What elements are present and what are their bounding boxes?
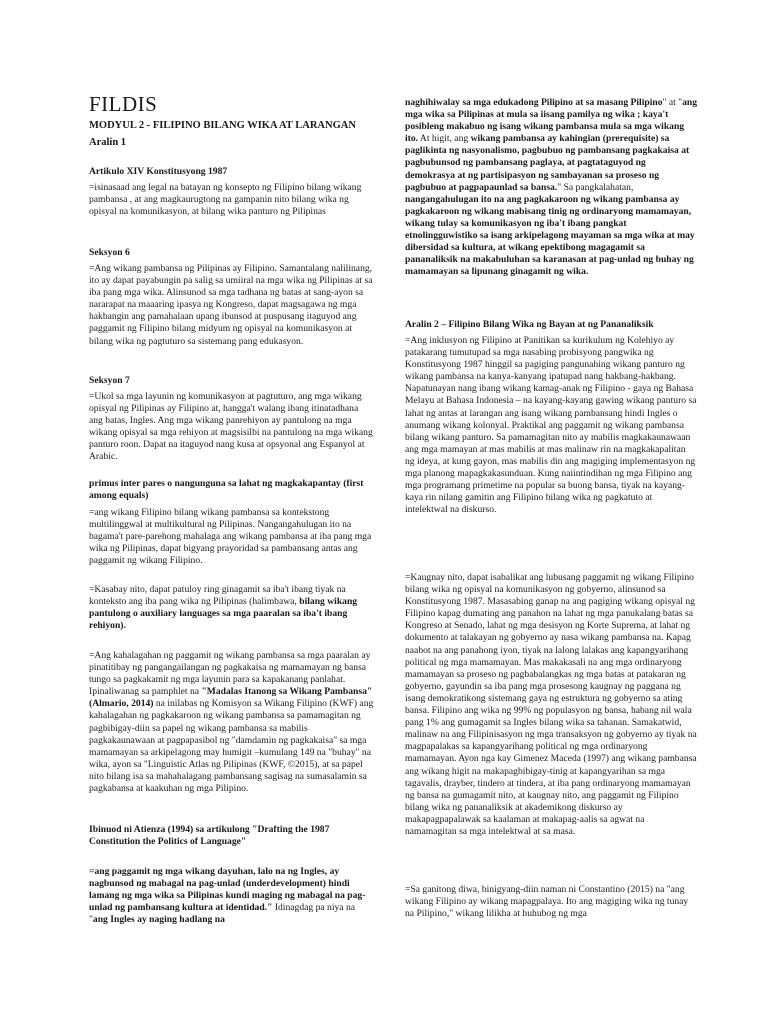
atienza-quote-tail: Idinagdag pa niya na " <box>89 902 356 926</box>
kahalagahan-paragraph <box>89 650 374 795</box>
kasabay-bold: bilang wikang pantulong o auxiliary languages sa mga paaralan sa iba't ibang rehiyon). <box>89 596 358 632</box>
kahalagahan-text-1: =Ang kahalagahan ng paggamit ng wikang pambansa sa mga paaralan ay pinatitibay ng pangangailangan ng pagkakaisa ng mamamayan ng bansa tungo sa pagkakamit ng mga layunin para sa kapakanang panlahat. Ipinaliwanag sa pamphlet na <box>89 650 371 698</box>
kasabay-paragraph <box>89 584 374 632</box>
primus-heading: primus inter pares o nangunguna sa lahat ng magkakapantay (first among equals) <box>89 478 364 502</box>
atienza-quote-bold: =ang paggamit ng mga wikang dayuhan, lalo na ng Ingles, ay nagbunsod ng mabagal na pag-unlad (underdevelopment) hindi lamang ng mga wika sa Pilipinas kundi maging ng mabagal na pag-unlad ng pambansang kultura at identidad." <box>89 866 366 914</box>
section-7-text: =Ukol sa mga layunin ng komunikasyon at pagtuturo, ang mga wikang opisyal ng Pilipinas ay Filipino at, hangga't walang ibang itinatadhana ang batas, Ingles. Ang mga wikang panrehiyon ay pantulong na mga wikang opisyal sa mga rehiyon at magsisilbi na pantulong na mga wikang panturo roon. Dapat na itaguyod nang kusa at opsyonal ang Espanyol at Arabic. <box>89 391 373 463</box>
module-subtitle: MODYUL 2 - FILIPINO BILANG WIKA AT LARANGAN <box>89 120 356 131</box>
primus-text: =ang wikang Filipino bilang wikang pambansa sa kontekstong multilinggwal at multikultural ng Pilipinas. Nangangahulugan ito na bagama't pare-parehong mahalaga ang wikang pambansa at iba pang mga wika ng Pilipinas, dapat bigyang prayoridad sa pambansang antas ang paggamit ng wikang Filipino. <box>89 507 372 567</box>
section-6-text: =Ang wikang pambansa ng Pilipinas ay Filipino. Samantalang nalilinang, ito ay dapat payabungin pa salig sa umiiral na mga wika ng Pilipinas at sa iba pang mga wika. Alinsunod sa mga tadhana ng batas at sang-ayon sa nararapat na maaaring ipasya ng Kongreso, dapat magsagawa ng mga hakbangin ang pamahalaan upang ibunsod at puspusang itaguyod ang paggamit ng Filipino bilang midyum ng opisyal na komunikasyon at bilang wika ng pagtuturo sa sistemang pang edukasyon. <box>89 263 373 347</box>
continuation-bold-2: ang mga wika sa Pilipinas at mula sa iisang pamilya ng wika ; kaya't posibleng makabuo ng isang wikang pambansa mula sa mga wikang ito. <box>405 97 697 145</box>
atienza-quote <box>89 866 371 926</box>
continuation-plain-2: At higit, ang <box>418 133 471 145</box>
document-title: FILDIS <box>89 92 158 116</box>
article-text: =isinasaad ang legal na batayan ng konsepto ng Filipino bilang wikang pambansa , at ang magkaurugtong na gampanin nito bilang wika ng opisyal na komunikasyon, at bilang wika panturo ng Pilipinas <box>89 182 362 218</box>
atienza-quote-tail-bold: ang Ingles ay naging hadlang na <box>92 914 225 926</box>
continuation-bold-4: nangangahulugan ito na ang pagkakaroon ng wikang pambansa ay pagkakaroon ng wikang mabisang tinig ng ordinaryong mamamayan, wikang tulay sa komunikasyon ng iba't ibang pangkat etnolingguwistiko sa isang arkipelagong mayaman sa mga wika at may dibersidad sa kultura, at wikang epektibong magagamit sa pananaliksik na makabuluhan sa karanasan at pag-unlad ng buhay ng mamamayan sa lipunang ginagamit ng wika. <box>405 193 695 278</box>
continuation-bold-3: wikang pambansa ay kahingian (prerequisite) sa paglikinta ng nasyonalismo, pagbubuo ng pambansang pagkakaisa at pagbubunsod ng pambansang paglaya, at pagtataguyod ng demokrasya at ng partisipasyon ng sambayanan sa proseso ng pagbubuo at pagpapaunlad sa bansa. <box>405 133 690 193</box>
continuation-plain-1: " at " <box>662 97 683 108</box>
section-6-heading: Seksyon 6 <box>89 247 130 258</box>
kasabay-text: =Kasabay nito, dapat patuloy ring ginagamit sa iba't ibang tiyak na konteksto ang iba pang wika ng Pilipinas (halimbawa, <box>89 584 346 608</box>
continuation-bold-1: naghihiwalay sa mga edukadong Pilipino at sa masang Pilipino <box>405 97 663 108</box>
atienza-heading: Ibinuod ni Atienza (1994) sa artikulong "Drafting the 1987 Constitution the Politics of Language" <box>89 824 330 848</box>
aralin-2-heading: Aralin 2 – Filipino Bilang Wika ng Bayan at ng Pananaliksik <box>405 319 654 330</box>
continuation-paragraph <box>405 97 697 278</box>
kahalagahan-text-2: na inilabas ng Komisyon sa Wikang Filipino (KWF) ang kahalagahan ng pagkakaroon ng wikang pambansa sa pamamagitan ng pagbibigay-diin sa papel ng wikang pambansa sa mabilis pagkakaunawaan at pagpapasibol ng "damdamin ng pagkakaisa" sa mga mamamayan sa arkipelagong may humigit –kumulang 149 na "buhay" na wika, ayon sa "Linguistic Atlas ng Pilipinas (KWF, ©2015), at sa papel nito bilang isa sa mahahalagang pambansang sagisag na sumasalamin sa pagkabansa at kaakuhan ng mga Pilipino. <box>89 698 374 795</box>
section-7-heading: Seksyon 7 <box>89 375 130 386</box>
continuation-plain-3: " Sa pangkalahatan, <box>557 181 634 193</box>
aralin-2-text: =Ang inklusyon ng Filipino at Panitikan sa kurikulum ng Kolehiyo ay patakarang tumutupad sa mga nasabing probisyong pangwika ng Konstitusyong 1987 hinggil sa pagiging pangunahing wikang panturo ng wikang pambansa na kanya-kanyang ipatupad nang hakbang-hakbang. Napatunayan nang ibang wikang kamag-anak ng Filipino - gaya ng Bahasa Melayu at Bahasa Indonesia – na kayang-kayang gawing wikang panturo sa lahat ng antas at larangan ang isang wikang pambansang hindi Ingles o anumang wikang kolonyal. Praktikal ang paggamit ng wikang pambansa bilang wikang panturo. Sa pamamagitan nito ay mabilis magkakaunawaan ang mga mamayan at mas mabilis at mas malinaw rin na magkakapalitan ng ideya, at kung gayon, mas mabilis din ang magiging implementasyon ng mga planong mapagkakasunduan. Kung naiintindihan ng mga Filipino ang mga programang primetime na popular sa buong bansa, tiyak na kayang-kaya rin nilang gamitin ang Filipino bilang wika ng pagkatuto at intelektwal na diskurso. <box>405 335 697 516</box>
kaugnay-paragraph: =Kaugnay nito, dapat isabalikat ang lubusang paggamit ng wikang Filipino bilang wika ng opisyal na komunikasyon ng gobyerno, alinsunod sa Konstitusyong 1987. Masasabing ganap na ang pagiging wikang opisyal ng Filipino kapag dumating ang panahon na lahat ng mga panukalang batas sa Kongreso at Senado, lahat ng mga desisyon ng Korte Suprema, at lahat ng dokumento at talakayan ng gobyerno ay nasa wikang pambansa na. Kapag naabot na ang panahong iyon, tiyak na lalong lalakas ang kapangyarihang political ng mga mamamayan. Mas makakasali na ang mga ordinaryong mamamayan sa proseso ng pagbabalangkas ng mga batas at patakaran ng gobyerno, gayundin sa iba pang mga prosesong kaugnay ng paggana ng isang demokratikong sistemang gaya ng estruktura ng gobyerno sa ating bansa. Filipino ang wika ng 99% ng populasyon ng bansa, habang nil wala pang 1% ang gumagamit sa Ingles bilang wika sa tahanan. Samakatwid, malinaw na ang Filipinisasyon ng mga transaksyon ng gobyerno ay tiyak na magpapalakas sa kapangyarihang political ng mga ordinaryong mamamayan. Ayon nga kay Gimenez Maceda (1997) ang wikang pambansa ang wikang higit na makapagbibigay-tinig at kapangyarihan sa mga tagavalis, drayber, tindero at tindera, at iba pang ordinaryong mamamayan ng bansa na gumagamit nito, at kaugnay nito, ang paggamit ng Filipino bilang wika ng pananaliksik at akademikong diskurso ay makapagpapalawak sa kaalaman at makapag-aalis sa agwat na namamagitan sa mga intelektwal at sa masa. <box>405 572 697 837</box>
article-heading: Artikulo XIV Konstitusyong 1987 <box>89 166 228 177</box>
ganitong-paragraph: =Sa ganitong diwa, binigyang-diin naman ni Constantino (2015) na "ang wikang Filipino ay wikang mapagpalaya. Ito ang magiging wika ng tunay na Pilipino," wikang lilikha at huhubog ng mga <box>405 884 689 920</box>
kahalagahan-pamphlet: "Madalas Itanong sa Wikang Pambansa" (Almario, 2014) <box>89 686 373 710</box>
lesson-label: Aralin 1 <box>89 137 127 148</box>
